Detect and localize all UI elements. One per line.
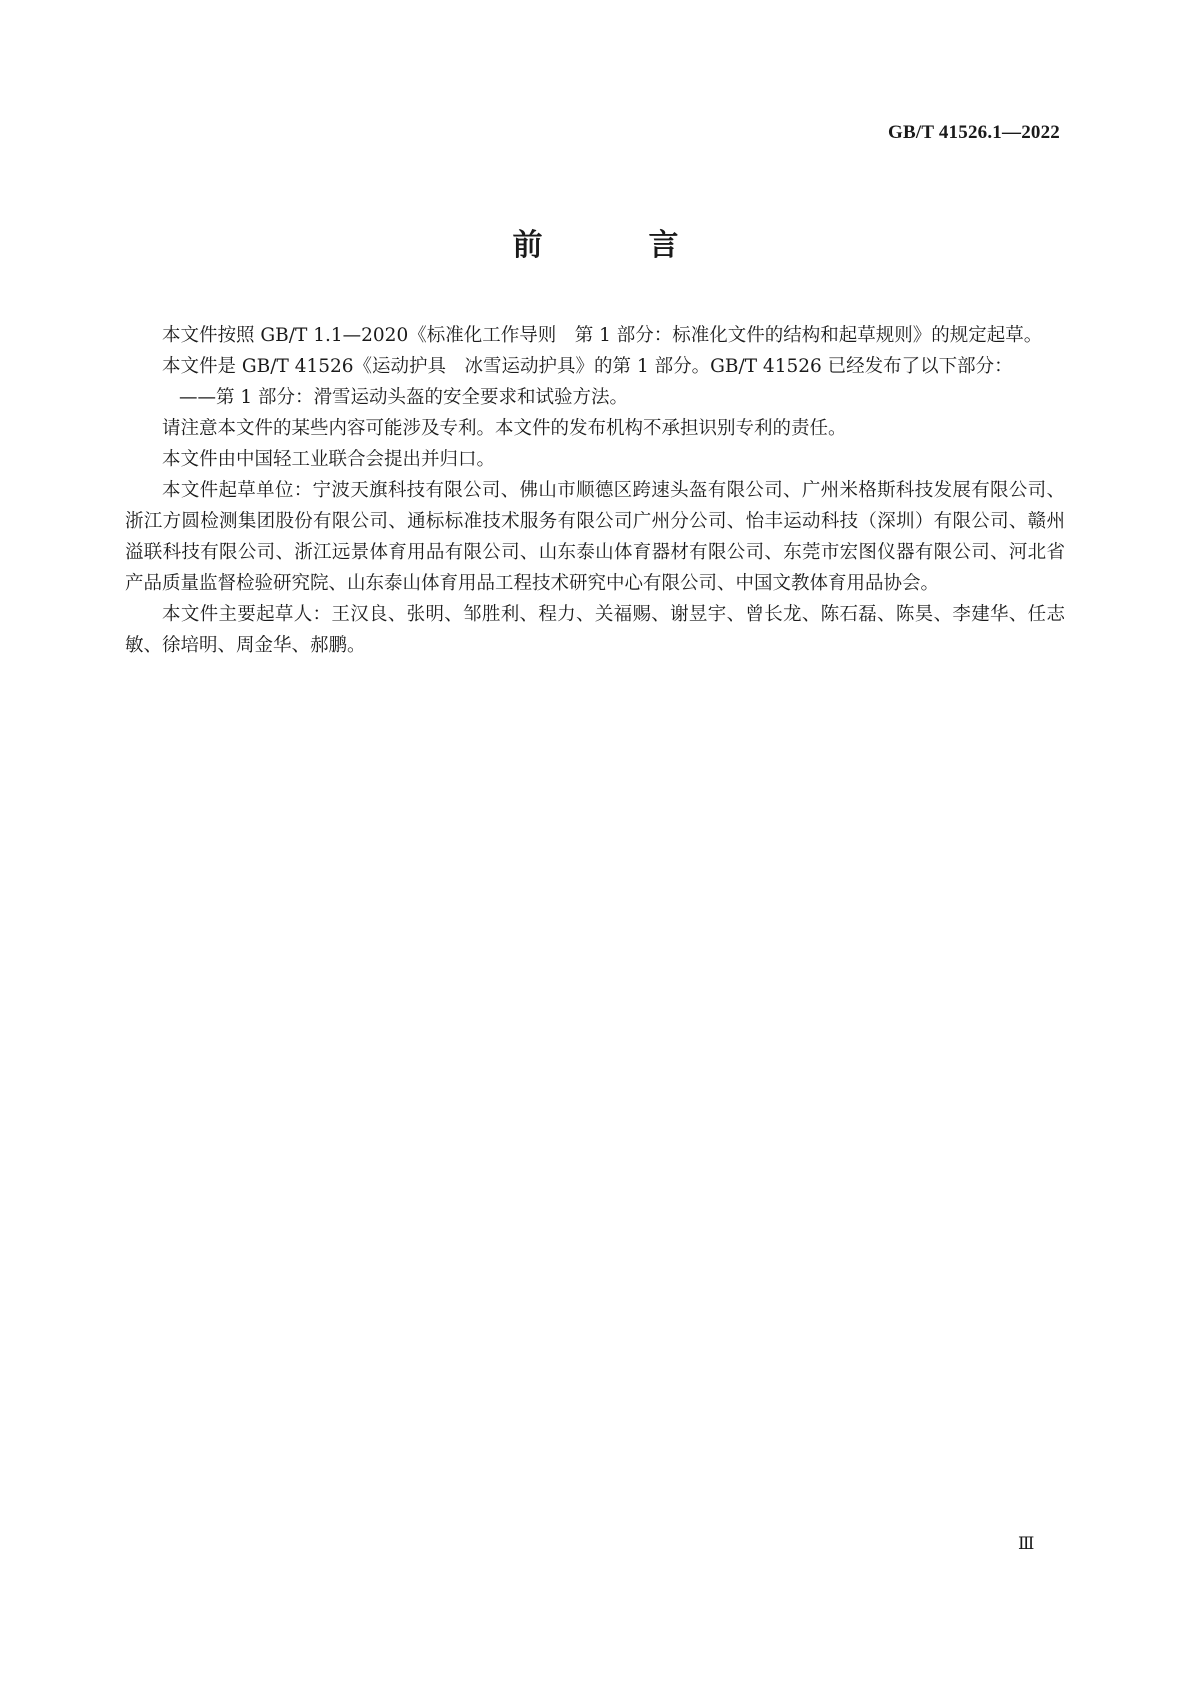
page-title: 前 言 bbox=[512, 228, 717, 263]
document-body bbox=[125, 320, 1065, 661]
paragraph-patent-notice: 请注意本文件的某些内容可能涉及专利。本文件的发布机构不承担识别专利的责任。 bbox=[162, 418, 847, 439]
paragraph-proposer: 本文件由中国轻工业联合会提出并归口。 bbox=[162, 449, 496, 470]
list-item-part-1: ——第 1 部分：滑雪运动头盔的安全要求和试验方法。 bbox=[179, 387, 629, 408]
paragraph-drafting-units: 本文件起草单位：宁波天旗科技有限公司、佛山市顺德区跨速头盔有限公司、广州米格斯科技发展有限公司、浙江方圆检测集团股份有限公司、通标标准技术服务有限公司广州分公司、怡丰运动科技（深圳）有限公司、赣州溢联科技有限公司、浙江远景体育用品有限公司、山东泰山体育器材有限公司、东莞市宏图仪器有限公司、河北省产品质量监督检验研究院、山东泰山体育用品工程技术研究中心有限公司、中国文教体育用品协会。 bbox=[125, 480, 1065, 594]
paragraph-drafters: 本文件主要起草人：王汉良、张明、邹胜利、程力、关福赐、谢昱宇、曾长龙、陈石磊、陈昊、李建华、任志敏、徐培明、周金华、郝鹏。 bbox=[125, 604, 1065, 656]
paragraph-drafting-rules: 本文件按照 GB/T 1.1—2020《标准化工作导则 第 1 部分：标准化文件的结构和起草规则》的规定起草。 bbox=[162, 325, 1043, 346]
page-number: Ⅲ bbox=[1018, 1534, 1035, 1553]
standard-code: GB/T 41526.1—2022 bbox=[888, 122, 1060, 143]
paragraph-standard-parts: 本文件是 GB/T 41526《运动护具 冰雪运动护具》的第 1 部分。GB/T 41526 已经发布了以下部分： bbox=[162, 356, 1013, 377]
